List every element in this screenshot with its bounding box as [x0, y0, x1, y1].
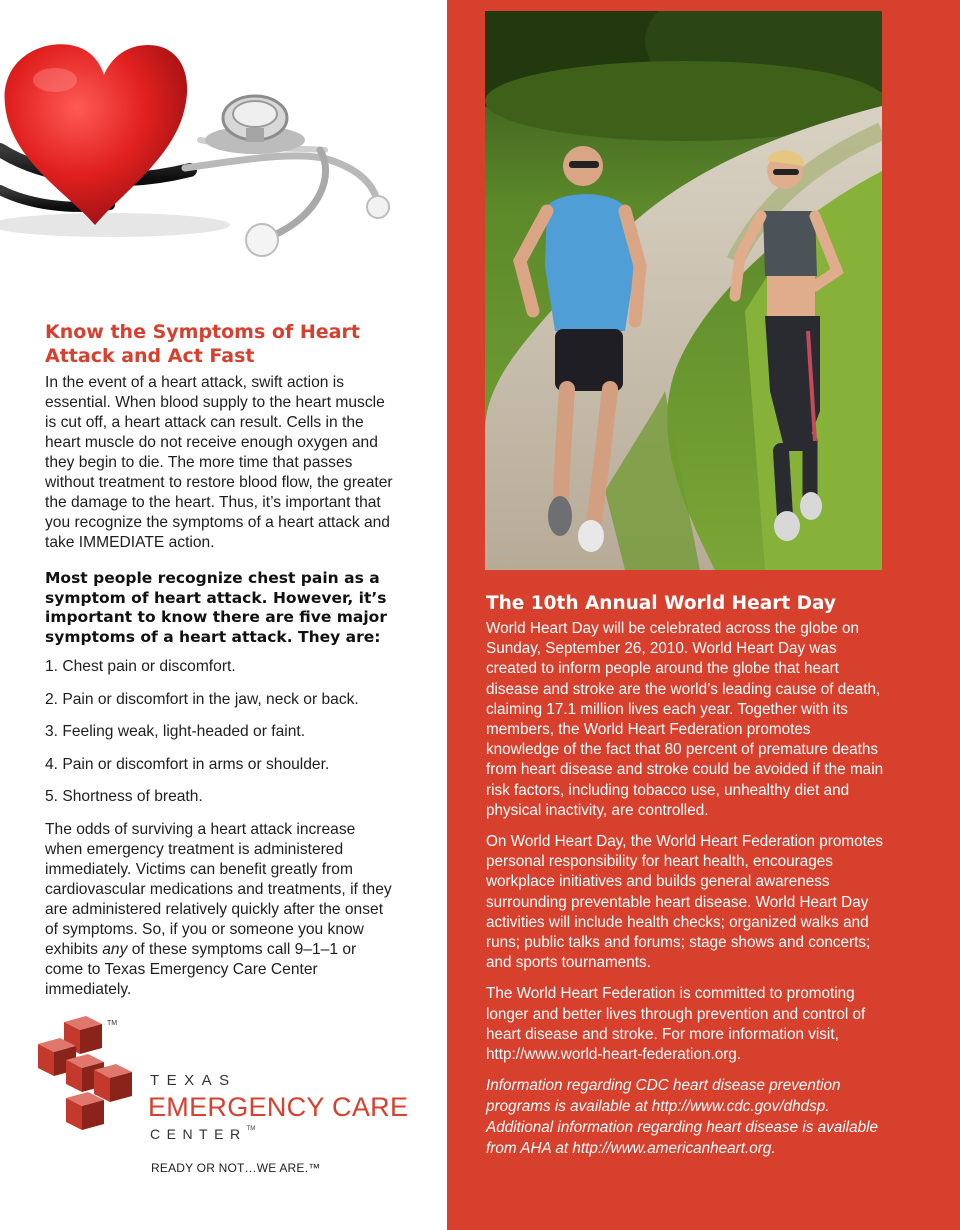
odds-emphasis: any: [102, 940, 128, 958]
world-heart-day-paragraph-1: World Heart Day will be celebrated across the globe on Sunday, September 26, 2010. World Heart Day was created to inform people around the globe that heart disease and stroke are the world’s leading cause of death, claiming 17.1 million lives each year. Together with its members, the World Heart Federation promotes knowledge of the fact that 80 percent of premature deaths from heart disease and stroke could be avoided if the main risk factors, including tobacco use, unhealthy diet and physical inactivity, are controlled.: [486, 620, 884, 819]
logo-center-word: CENTER: [150, 1126, 247, 1142]
symptoms-article: [45, 320, 395, 1000]
logo-tagline: READY OR NOT…WE ARE.™: [151, 1161, 321, 1175]
symptoms-intro-paragraph: In the event of a heart attack, swift action is essential. When blood supply to the heart muscle is cut off, a heart attack can result. Cells in the heart muscle do not receive enough oxygen and they begin to die. The more time that passes without treatment to restore blood flow, the greater the damage to the heart. Thus, it’s important that you recognize the symptoms of a heart attack and take IMMEDIATE action.: [45, 374, 393, 551]
world-heart-day-paragraph-2: On World Heart Day, the World Heart Federation promotes personal responsibility for heart health, encourages workplace initiatives and builds general awareness surrounding preventable heart disease. World Heart Day activities will include health checks; organized walks and runs; public talks and forums; stage shows and concerts; and sports tournaments.: [486, 833, 884, 972]
heart-stethoscope-image: [0, 0, 420, 270]
list-item: 1. Chest pain or discomfort.: [45, 658, 236, 675]
logo-emergency-care-text: EMERGENCY CARE: [148, 1092, 409, 1122]
left-column: [0, 0, 447, 1230]
logo-center-trademark: TM: [246, 1126, 256, 1132]
texas-emergency-care-logo: [36, 1012, 416, 1182]
resources-paragraph: Information regarding CDC heart disease prevention programs is available at http://www.cdc.gov/dhdsp. Additional information regarding heart disease is available from AHA at http://www.americanheart.org.: [486, 1077, 879, 1157]
right-red-panel: [447, 0, 960, 1230]
logo-trademark: TM: [107, 1020, 118, 1027]
list-item: 3. Feeling weak, light-headed or faint.: [45, 723, 306, 740]
odds-paragraph: [45, 820, 395, 1000]
five-symptoms-lead: Most people recognize chest pain as a symptom of heart attack. However, it’s important to know there are five major symptoms of a heart attack. They are:: [45, 569, 387, 646]
runners-photo: [485, 11, 882, 570]
world-heart-day-article: [486, 592, 886, 1159]
list-item: 2. Pain or discomfort in the jaw, neck or back.: [45, 690, 359, 708]
logo-texas-text: TEXAS: [150, 1072, 237, 1089]
world-heart-day-paragraph-3: The World Heart Federation is committed to promoting longer and better lives through prevention and control of heart disease and stroke. For more information visit, http://www.world-heart-federation.org.: [486, 985, 866, 1064]
symptoms-heading: Know the Symptoms of Heart Attack and Act Fast: [45, 321, 360, 367]
list-item: 5. Shortness of breath.: [45, 788, 203, 805]
odds-text-before: The odds of surviving a heart attack increase when emergency treatment is administered immediately. Victims can benefit greatly from cardiovascular medications and treatments, if they are administered relatively quickly after the onset of symptoms. So, if you or someone you know exhibits: [45, 820, 392, 958]
list-item: 4. Pain or discomfort in arms or shoulder.: [45, 755, 330, 773]
symptoms-list: [45, 657, 395, 807]
world-heart-day-heading: The 10th Annual World Heart Day: [486, 593, 836, 614]
logo-center-text: [150, 1126, 255, 1142]
cubes-logo-icon: [36, 1012, 146, 1137]
odds-text-after: of these symptoms call 9–1–1 or come to Texas Emergency Care Center immediately.: [45, 940, 357, 998]
